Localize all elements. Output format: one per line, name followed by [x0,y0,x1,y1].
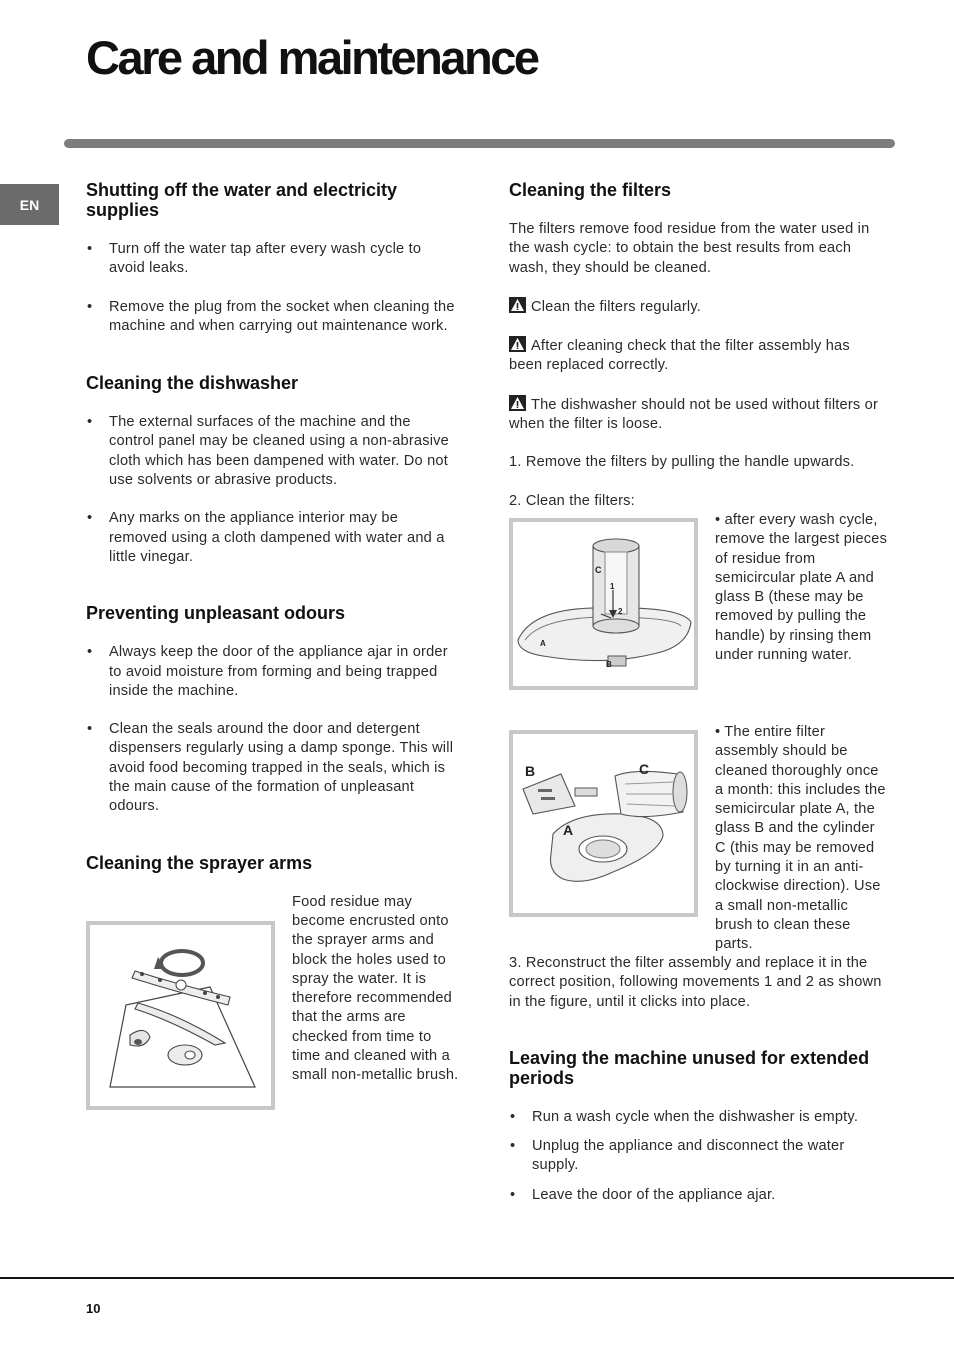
warning-text: After cleaning check that the filter assembly has been replaced correctly. [509,338,850,374]
section-heading-unused: Leaving the machine unused for extended periods [509,1047,870,1088]
step-2b-text: • The entire filter assembly should be cleaned thoroughly once a month: this includes the semicircular plate A, the glass B and the cylinder C (this may be removed by turning it in an anti-clockwise direction). Use a small non-metallic brush to clean these parts. [715,723,886,953]
step-2: 2. Clean the filters: [509,492,635,509]
list-item: • Leave the door of the appliance ajar. [509,1186,887,1205]
filter-parts-drawing [513,734,694,913]
page-number: 10 [86,1301,101,1316]
warning-note [509,297,887,317]
filters-intro: The filters remove food residue from the water used in the wash cycle: to obtain the best results from each wash, they should be cleaned. [509,221,870,276]
label-a: A [563,822,574,838]
label-2: 2 [618,607,623,616]
step-1: 1. Remove the filters by pulling the handle upwards. [509,454,855,471]
warning-note [509,336,887,376]
sprayer-arms-drawing [90,925,271,1106]
odours-list [86,643,460,816]
warning-note [509,395,887,435]
list-item: • Turn off the water tap after every wash cycle to avoid leaks. [86,240,460,279]
list-item: • Any marks on the appliance interior may be removed using a cloth dampened with water and a little vinegar. [86,509,460,567]
label-c: C [639,761,650,777]
list-item: • Always keep the door of the appliance ajar in order to avoid moisture from forming and being trapped inside the machine. [86,643,460,701]
label-b: B [606,660,612,669]
list-item: • Clean the seals around the door and detergent dispensers regularly using a damp sponge. This will avoid food becoming trapped in the seals, which is the main cause of the formation of unpleasant odours. [86,720,460,816]
filter-parts-illustration [509,730,698,917]
section-heading-filters: Cleaning the filters [509,180,672,200]
warning-text: Clean the filters regularly. [531,298,701,315]
label-c: C [595,565,602,575]
section-heading-sprayer: Cleaning the sprayer arms [86,852,313,873]
unused-list [509,1108,887,1205]
section-heading-water-electricity: Shutting off the water and electricity supplies [86,180,398,220]
label-a: A [540,639,546,648]
language-tab: EN [0,184,59,225]
list-item: • Run a wash cycle when the dishwasher is empty. [509,1108,887,1127]
sprayer-text: Food residue may become encrusted onto the sprayer arms and block the holes used to spray the water. It is therefore recommended that the arms are checked from time to time and cleaned with a small non-metallic brush. [292,893,459,1084]
filter-assembly-illustration [509,518,698,690]
filter-assembly-drawing [513,522,694,686]
warning-icon [509,297,526,313]
warning-text: The dishwasher should not be used without filters or when the filter is loose. [509,396,879,433]
footer-divider [0,1277,954,1279]
page-title: Care and maintenance [86,31,538,84]
step-3: 3. Reconstruct the filter assembly and replace it in the correct position, following movements 1 and 2 as shown in the figure, until it clicks into place. [509,954,882,1010]
label-b: B [525,763,536,779]
warning-icon [509,395,526,411]
header-divider [64,139,895,148]
list-item: • Remove the plug from the socket when cleaning the machine and when carrying out maintenance work. [86,298,460,337]
list-item: • Unplug the appliance and disconnect the water supply. [509,1137,887,1176]
dishwasher-list [86,413,460,567]
water-electricity-list [86,240,460,336]
section-heading-dishwasher: Cleaning the dishwasher [86,373,299,394]
label-1: 1 [610,582,615,591]
warning-icon [509,336,526,352]
list-item: • The external surfaces of the machine and the control panel may be cleaned using a non-abrasive cloth which has been dampened with water. Do not use solvents or abrasive products. [86,413,460,490]
step-2a-text: • after every wash cycle, remove the largest pieces of residue from semicircular plate A and glass B (these may be removed by pulling the handle) by rinsing them under running water. [715,511,888,664]
right-column [509,180,887,1205]
sprayer-arms-illustration [86,921,275,1110]
section-heading-odours: Preventing unpleasant odours [86,603,346,624]
